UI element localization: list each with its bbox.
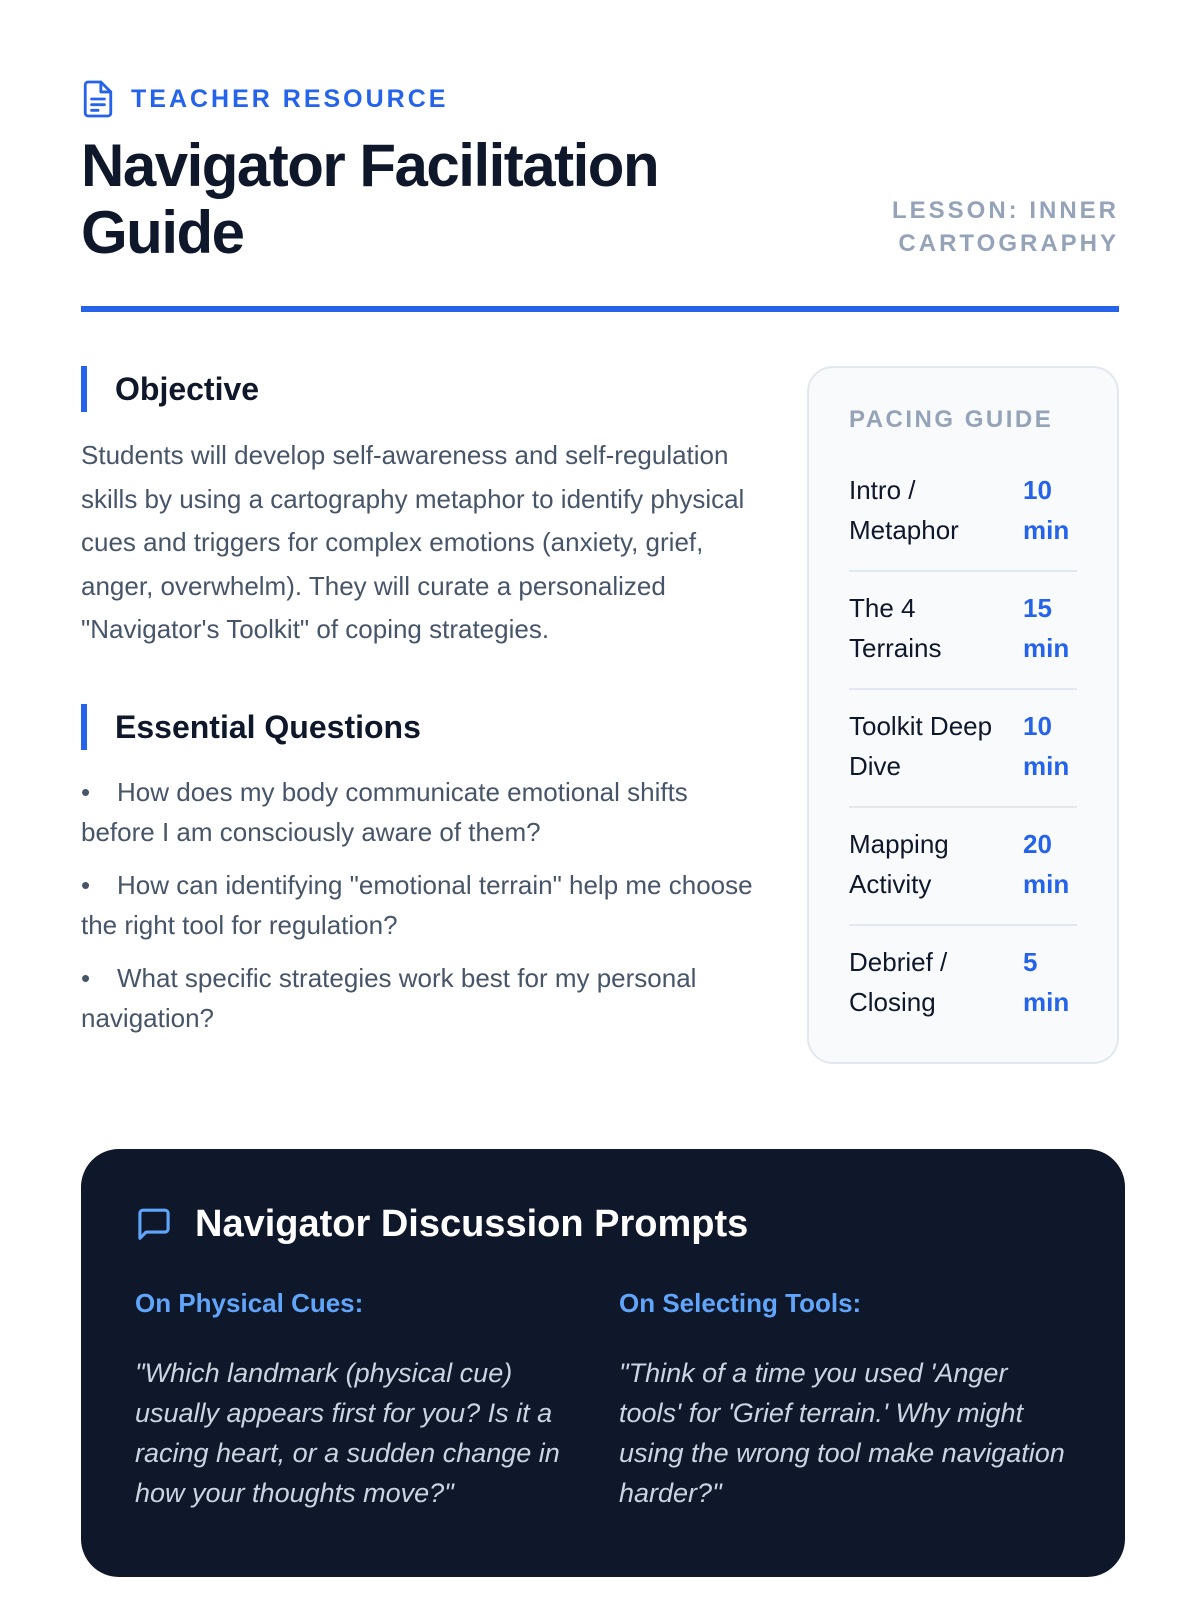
prompt-selecting-tools bbox=[619, 1288, 1071, 1513]
pacing-guide-card bbox=[807, 366, 1119, 1064]
lesson-tag: LESSON: INNER CARTOGRAPHY bbox=[891, 197, 1119, 257]
prompt-quote: "Think of a time you used 'Anger tools' for 'Grief terrain.' Why might using the wrong tool make navigation harder?" bbox=[619, 1358, 1065, 1508]
pacing-row bbox=[849, 808, 1077, 926]
pacing-duration: 10 min bbox=[1023, 475, 1070, 545]
pacing-activity: The 4 Terrains bbox=[849, 593, 942, 663]
essential-questions-list bbox=[81, 772, 761, 1038]
pacing-row bbox=[849, 926, 1077, 1032]
prompt-label: On Selecting Tools: bbox=[619, 1288, 862, 1318]
prompt-label: On Physical Cues: bbox=[135, 1288, 364, 1318]
left-column bbox=[81, 366, 761, 1064]
pacing-activity: Toolkit Deep Dive bbox=[849, 711, 993, 781]
list-item bbox=[81, 772, 761, 852]
pacing-row bbox=[849, 690, 1077, 808]
question-text: How can identifying "emotional terrain" help me choose the right tool for regulation? bbox=[81, 869, 753, 940]
pacing-activity: Intro / Metaphor bbox=[849, 475, 959, 545]
prompt-columns bbox=[135, 1288, 1071, 1513]
chat-bubble-icon bbox=[135, 1207, 173, 1243]
main-content bbox=[81, 366, 1119, 1064]
prompt-physical-cues bbox=[135, 1288, 587, 1513]
page-title: Navigator Facilitation Guide bbox=[81, 132, 659, 266]
eyebrow-label: TEACHER RESOURCE bbox=[131, 84, 449, 113]
pacing-activity: Mapping Activity bbox=[849, 829, 949, 899]
eyebrow bbox=[81, 80, 721, 118]
question-text: How does my body communicate emotional shifts before I am consciously aware of them? bbox=[81, 776, 688, 847]
objective-heading: Objective bbox=[81, 366, 761, 412]
question-text: What specific strategies work best for my personal navigation? bbox=[81, 962, 697, 1033]
pacing-duration: 5 min bbox=[1023, 947, 1070, 1017]
page-header bbox=[81, 80, 1119, 312]
list-item bbox=[81, 958, 761, 1038]
bullet-icon: • bbox=[81, 869, 91, 900]
discussion-prompts-panel bbox=[81, 1149, 1125, 1577]
discussion-prompts-title: Navigator Discussion Prompts bbox=[195, 1203, 749, 1245]
essential-questions-heading: Essential Questions bbox=[81, 704, 761, 750]
document-icon bbox=[81, 80, 115, 118]
pacing-duration: 10 min bbox=[1023, 711, 1070, 781]
prompt-quote: "Which landmark (physical cue) usually appears first for you? Is it a racing heart, or a sudden change in how your thoughts move?" bbox=[135, 1358, 560, 1508]
pacing-row bbox=[849, 454, 1077, 572]
pacing-guide-title: PACING GUIDE bbox=[849, 406, 1054, 433]
pacing-row bbox=[849, 572, 1077, 690]
objective-text: Students will develop self-awareness and self-regulation skills by using a cartography metaphor to identify physical cues and triggers for complex emotions (anxiety, grief, anger, overwhelm). They will curate a personalized "Navigator's Toolkit" of coping strategies. bbox=[81, 440, 745, 644]
bullet-icon: • bbox=[81, 776, 91, 807]
list-item bbox=[81, 865, 761, 945]
pacing-activity: Debrief / Closing bbox=[849, 947, 948, 1017]
header-left bbox=[81, 80, 721, 266]
pacing-duration: 20 min bbox=[1023, 829, 1070, 899]
discussion-prompts-header bbox=[135, 1203, 1071, 1246]
pacing-duration: 15 min bbox=[1023, 593, 1070, 663]
bullet-icon: • bbox=[81, 962, 91, 993]
